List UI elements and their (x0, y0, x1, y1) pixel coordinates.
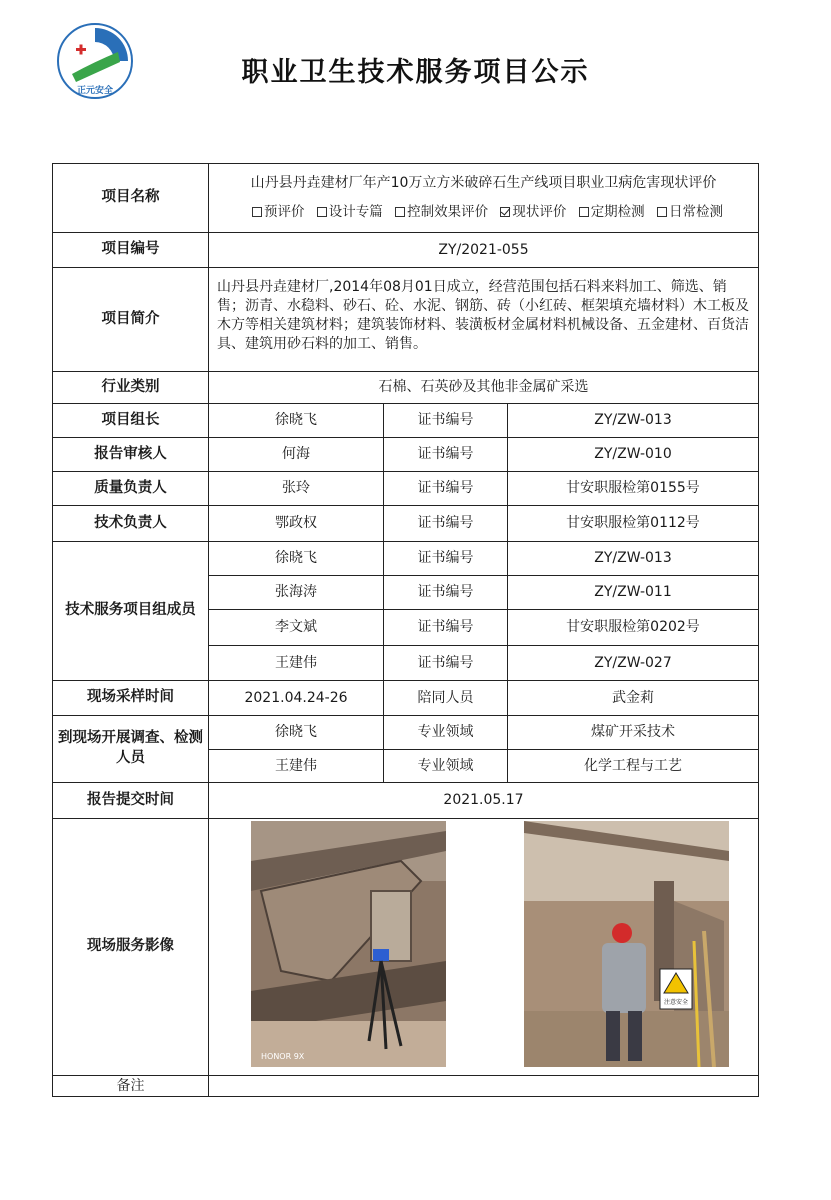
checkbox-icon (252, 207, 262, 217)
project-number: ZY/2021-055 (208, 232, 759, 268)
cert-label: 证书编号 (383, 437, 508, 472)
cert-number: 甘安职服检第0202号 (507, 609, 759, 646)
site-photo-crusher (251, 821, 446, 1067)
check-label: 现状评价 (512, 204, 567, 221)
project-name-label: 项目名称 (52, 163, 209, 233)
sampling-time: 2021.04.24-26 (208, 680, 384, 716)
cert-label: 证书编号 (383, 541, 508, 576)
field-value: 煤矿开采技术 (507, 715, 759, 750)
logo-text: 正元安全 (76, 86, 114, 96)
leader-role: 项目组长 (52, 403, 209, 438)
cert-label: 证书编号 (383, 645, 508, 681)
cert-number: ZY/ZW-013 (507, 403, 759, 438)
checkbox-icon (395, 207, 405, 217)
surveyors-label: 到现场开展调查、检测人员 (52, 715, 209, 783)
check-label: 控制效果评价 (407, 204, 489, 221)
warning-sign-text: 注意安全 (663, 999, 689, 1006)
cert-label: 证书编号 (383, 471, 508, 506)
cert-number: ZY/ZW-010 (507, 437, 759, 472)
checkbox-icon (317, 207, 327, 217)
cert-label: 证书编号 (383, 609, 508, 646)
remark-value (208, 1075, 759, 1097)
field-label: 专业领域 (383, 749, 508, 783)
checked-checkbox-icon (500, 207, 510, 217)
leader-name: 徐晓飞 (208, 403, 384, 438)
project-intro-label: 项目简介 (52, 267, 209, 372)
check-label: 设计专篇 (328, 204, 383, 221)
cert-label: 证书编号 (383, 403, 508, 438)
check-label: 预评价 (264, 204, 305, 221)
field-label: 专业领域 (383, 715, 508, 750)
member-name: 张海涛 (208, 575, 384, 610)
industry: 石棉、石英砂及其他非金属矿采选 (208, 371, 759, 404)
submit-time-label: 报告提交时间 (52, 782, 209, 819)
project-name: 山丹县丹垚建材厂年产10万立方米破碎石生产线项目职业卫病危害现状评价 (250, 175, 717, 192)
check-label: 定期检测 (590, 204, 645, 221)
cert-number: 甘安职服检第0112号 (507, 505, 759, 542)
project-intro: 山丹县丹垚建材厂,2014年08月01日成立，经营范围包括石料来料加工、筛选、销售；沥青、水稳料、砂石、砼、水泥、钢筋、砖（小红砖、框架填充墙材料）木工板及木方等相关建筑材料；建筑装饰材料、装潢板材金属材料机械设备、五金建材、百货洁具、建筑用砂石料的加工、销售。 (208, 267, 759, 372)
page-title: 职业卫生技术服务项目公示 (241, 57, 590, 88)
field-value: 化学工程与工艺 (507, 749, 759, 783)
cert-number: ZY/ZW-013 (507, 541, 759, 576)
surveyor-name: 徐晓飞 (208, 715, 384, 750)
site-images-label: 现场服务影像 (52, 818, 209, 1076)
companion-name: 武金莉 (507, 680, 759, 716)
industry-label: 行业类别 (52, 371, 209, 404)
submit-date: 2021.05.17 (208, 782, 759, 819)
remark-label: 备注 (52, 1075, 209, 1097)
check-label: 日常检测 (668, 204, 723, 221)
leader-role: 技术负责人 (52, 505, 209, 542)
site-photo-worker (524, 821, 729, 1067)
project-number-label: 项目编号 (52, 232, 209, 268)
leader-name: 鄂政权 (208, 505, 384, 542)
cert-number: ZY/ZW-011 (507, 575, 759, 610)
cert-number: ZY/ZW-027 (507, 645, 759, 681)
cert-number: 甘安职服检第0155号 (507, 471, 759, 506)
leader-role: 质量负责人 (52, 471, 209, 506)
companion-label: 陪同人员 (383, 680, 508, 716)
cert-label: 证书编号 (383, 505, 508, 542)
checkbox-icon (657, 207, 667, 217)
leader-role: 报告审核人 (52, 437, 209, 472)
leader-name: 张玲 (208, 471, 384, 506)
surveyor-name: 王建伟 (208, 749, 384, 783)
sampling-time-label: 现场采样时间 (52, 680, 209, 716)
cert-label: 证书编号 (383, 575, 508, 610)
member-name: 徐晓飞 (208, 541, 384, 576)
project-name-cell (208, 163, 759, 233)
members-label: 技术服务项目组成员 (52, 541, 209, 681)
member-name: 李文斌 (208, 609, 384, 646)
leader-name: 何海 (208, 437, 384, 472)
photo-watermark: HONOR 9X (261, 1052, 305, 1061)
member-name: 王建伟 (208, 645, 384, 681)
evaluation-type-checks (244, 203, 723, 221)
checkbox-icon (579, 207, 589, 217)
